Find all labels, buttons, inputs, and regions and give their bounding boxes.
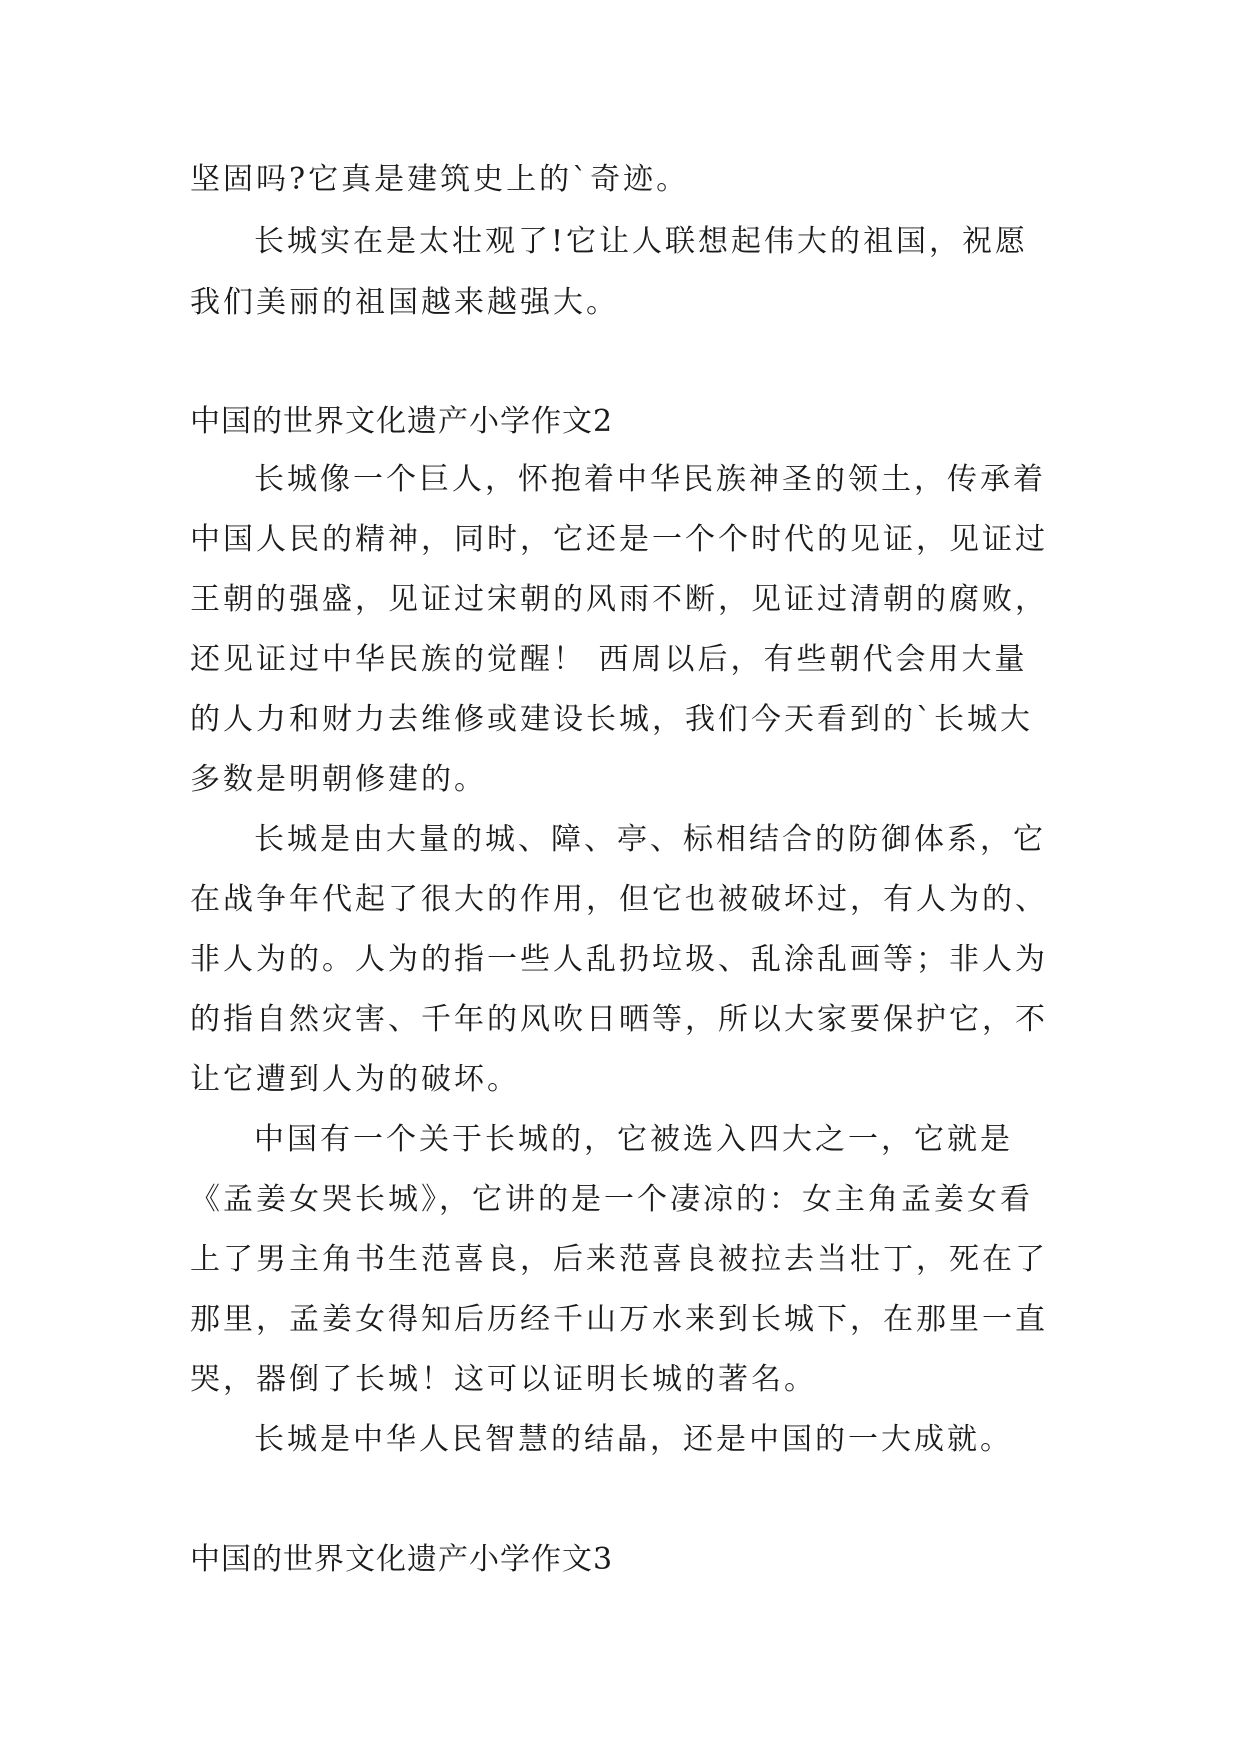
section-heading: 中国的世界文化遗产小学作文2 <box>190 404 614 439</box>
text-line: 在战争年代起了很大的作用，但它也被破坏过，有人为的、 <box>190 882 1048 917</box>
paragraph-first-line: 中国有一个关于长城的，它被选入四大之一，它就是 <box>254 1122 1013 1157</box>
text-line: 中国人民的精神，同时，它还是一个个时代的见证，见证过 <box>190 522 1048 557</box>
text-line: 王朝的强盛，见证过宋朝的风雨不断，见证过清朝的腐败， <box>190 582 1048 617</box>
text-line: 《孟姜女哭长城》，它讲的是一个凄凉的：女主角孟姜女看 <box>190 1182 1033 1217</box>
text-line: 的指自然灾害、千年的风吹日晒等，所以大家要保护它，不 <box>190 1002 1048 1037</box>
text-line: 让它遭到人为的破坏。 <box>190 1062 520 1097</box>
text-line: 还见证过中华民族的觉醒！ 西周以后，有些朝代会用大量 <box>190 642 1028 677</box>
text-line: 非人为的。人为的指一些人乱扔垃圾、乱涂乱画等；非人为 <box>190 942 1048 977</box>
paragraph-first-line: 长城实在是太壮观了!它让人联想起伟大的祖国，祝愿 <box>254 224 1029 259</box>
text-line: 坚固吗?它真是建筑史上的`奇迹。 <box>190 162 690 197</box>
text-line: 那里，孟姜女得知后历经千山万水来到长城下，在那里一直 <box>190 1302 1048 1337</box>
text-line: 的人力和财力去维修或建设长城，我们今天看到的`长城大 <box>190 702 1033 737</box>
text-line: 上了男主角书生范喜良，后来范喜良被拉去当壮丁，死在了 <box>190 1242 1048 1277</box>
paragraph-first-line: 长城是中华人民智慧的结晶，还是中国的一大成就。 <box>254 1422 1013 1457</box>
text-line: 我们美丽的祖国越来越强大。 <box>190 285 619 320</box>
paragraph-first-line: 长城是由大量的城、障、亭、标相结合的防御体系，它 <box>254 822 1046 857</box>
text-line: 哭，器倒了长城！这可以证明长城的著名。 <box>190 1362 817 1397</box>
paragraph-first-line: 长城像一个巨人，怀抱着中华民族神圣的领土，传承着 <box>254 462 1046 497</box>
text-line: 多数是明朝修建的。 <box>190 762 487 797</box>
section-heading: 中国的世界文化遗产小学作文3 <box>190 1542 614 1577</box>
